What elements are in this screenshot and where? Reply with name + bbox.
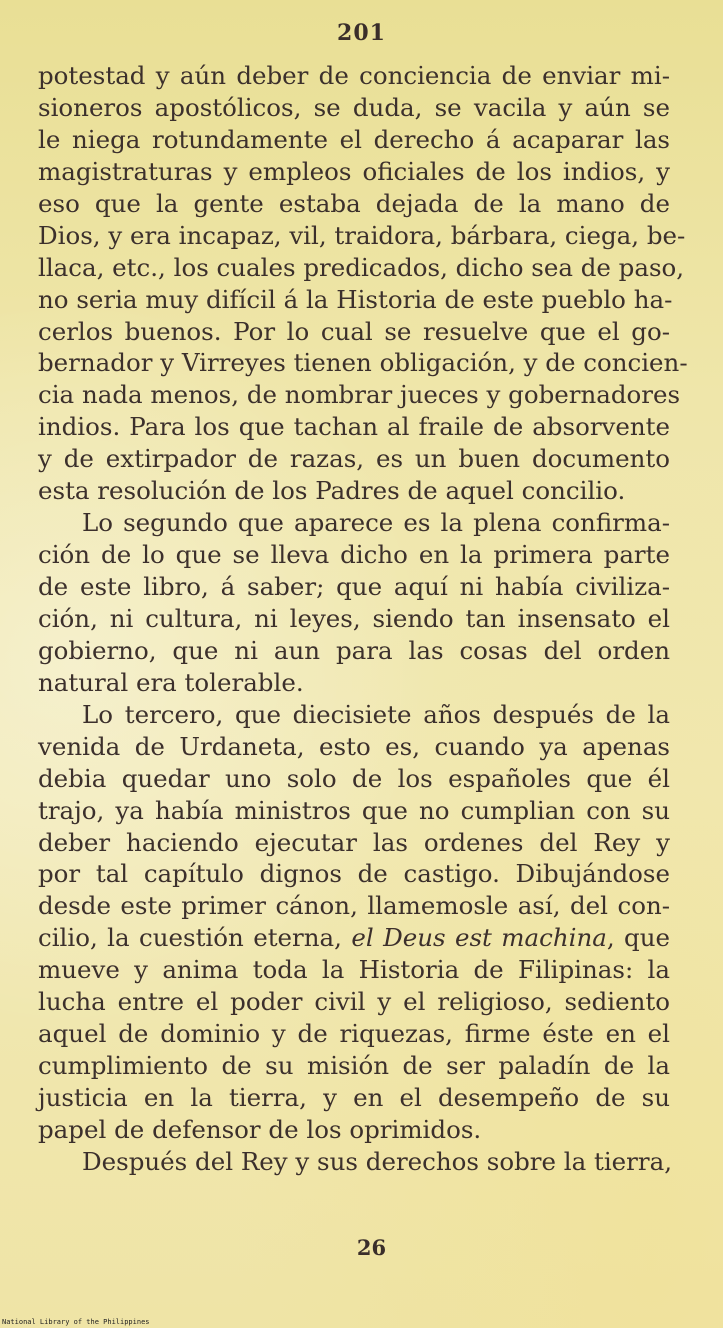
text-line: no seria muy difícil á la Historia de este pueblo ha- <box>38 284 673 314</box>
text-line: venida de Urdaneta, esto es, cuando ya apenas <box>38 731 670 761</box>
italic-phrase: el Deus est machina <box>351 923 607 953</box>
text-line: justicia en la tierra, y en el desempeño de su <box>38 1083 670 1112</box>
text-line: magistraturas y empleos oficiales de los indios, y <box>38 156 670 186</box>
text-line: ción de lo que se lleva dicho en la primera parte <box>38 540 670 570</box>
text-line: llaca, etc., los cuales predicados, dicho sea de paso, <box>38 252 685 282</box>
paragraph-start-line: Lo tercero, que diecisiete años después de la <box>82 699 670 729</box>
text-line: lucha entre el poder civil y el religioso, sediento <box>38 987 670 1017</box>
body-text <box>38 60 688 1178</box>
text-line: aquel de dominio y de riquezas, firme éste en el <box>38 1019 670 1049</box>
text-line: gobierno, que ni aun para las cosas del orden <box>38 635 670 665</box>
text-line: mueve y anima toda la Historia de Filipinas: la <box>38 955 670 985</box>
text-line: potestad y aún deber de conciencia de enviar mi- <box>38 61 670 90</box>
text-line: indios. Para los que tachan al fraile de absorvente <box>38 412 670 442</box>
text-line: cia nada menos, de nombrar jueces y gobernadores <box>38 380 681 410</box>
text-line: cerlos buenos. Por lo cual se resuelve que el go- <box>38 316 670 346</box>
text-line: eso que la gente estaba dejada de la mano de <box>38 188 670 218</box>
paragraph-end-line: esta resolución de los Padres de aquel concilio. <box>38 476 626 506</box>
text-line: le niega rotundamente el derecho á acaparar las <box>38 124 670 154</box>
text-line: ción, ni cultura, ni leyes, siendo tan insensato el <box>38 603 670 633</box>
paragraph-end-line: natural era tolerable. <box>38 667 304 697</box>
paragraph-end-line: papel de defensor de los oprimidos. <box>38 1114 482 1144</box>
text-line: Dios, y era incapaz, vil, traidora, bárbara, ciega, be- <box>38 220 686 250</box>
text-line: de este libro, á saber; que aquí ni había civiliza- <box>38 572 670 601</box>
text-line: debia quedar uno solo de los españoles que él <box>38 763 670 793</box>
text-line: desde este primer cánon, llamemosle así, del con- <box>38 891 670 921</box>
text-line: sioneros apostólicos, se duda, se vacila y aún se <box>38 92 670 122</box>
paragraph-start-line: Después del Rey y sus derechos sobre la tierra, <box>82 1146 672 1176</box>
footer-credit: National Library of the Philippines <box>2 1318 150 1326</box>
line-suffix: , que <box>606 923 670 953</box>
text-line-with-italic <box>38 922 670 954</box>
line-prefix: cilio, la cuestión eterna, <box>38 923 352 953</box>
text-line: trajo, ya había ministros que no cumplian con su <box>38 795 670 825</box>
signature-mark: 26 <box>356 1235 387 1260</box>
text-line: deber haciendo ejecutar las ordenes del Rey y <box>38 827 670 857</box>
text-line: por tal capítulo dignos de castigo. Dibujándose <box>38 859 670 889</box>
text-line: cumplimiento de su misión de ser paladín de la <box>38 1051 670 1081</box>
text-line: y de extirpador de razas, es un buen documento <box>38 444 670 474</box>
page-number: 201 <box>337 20 386 46</box>
paragraph-start-line: Lo segundo que aparece es la plena confirma- <box>82 508 670 538</box>
text-line: bernador y Virreyes tienen obligación, y de concien- <box>38 348 688 378</box>
